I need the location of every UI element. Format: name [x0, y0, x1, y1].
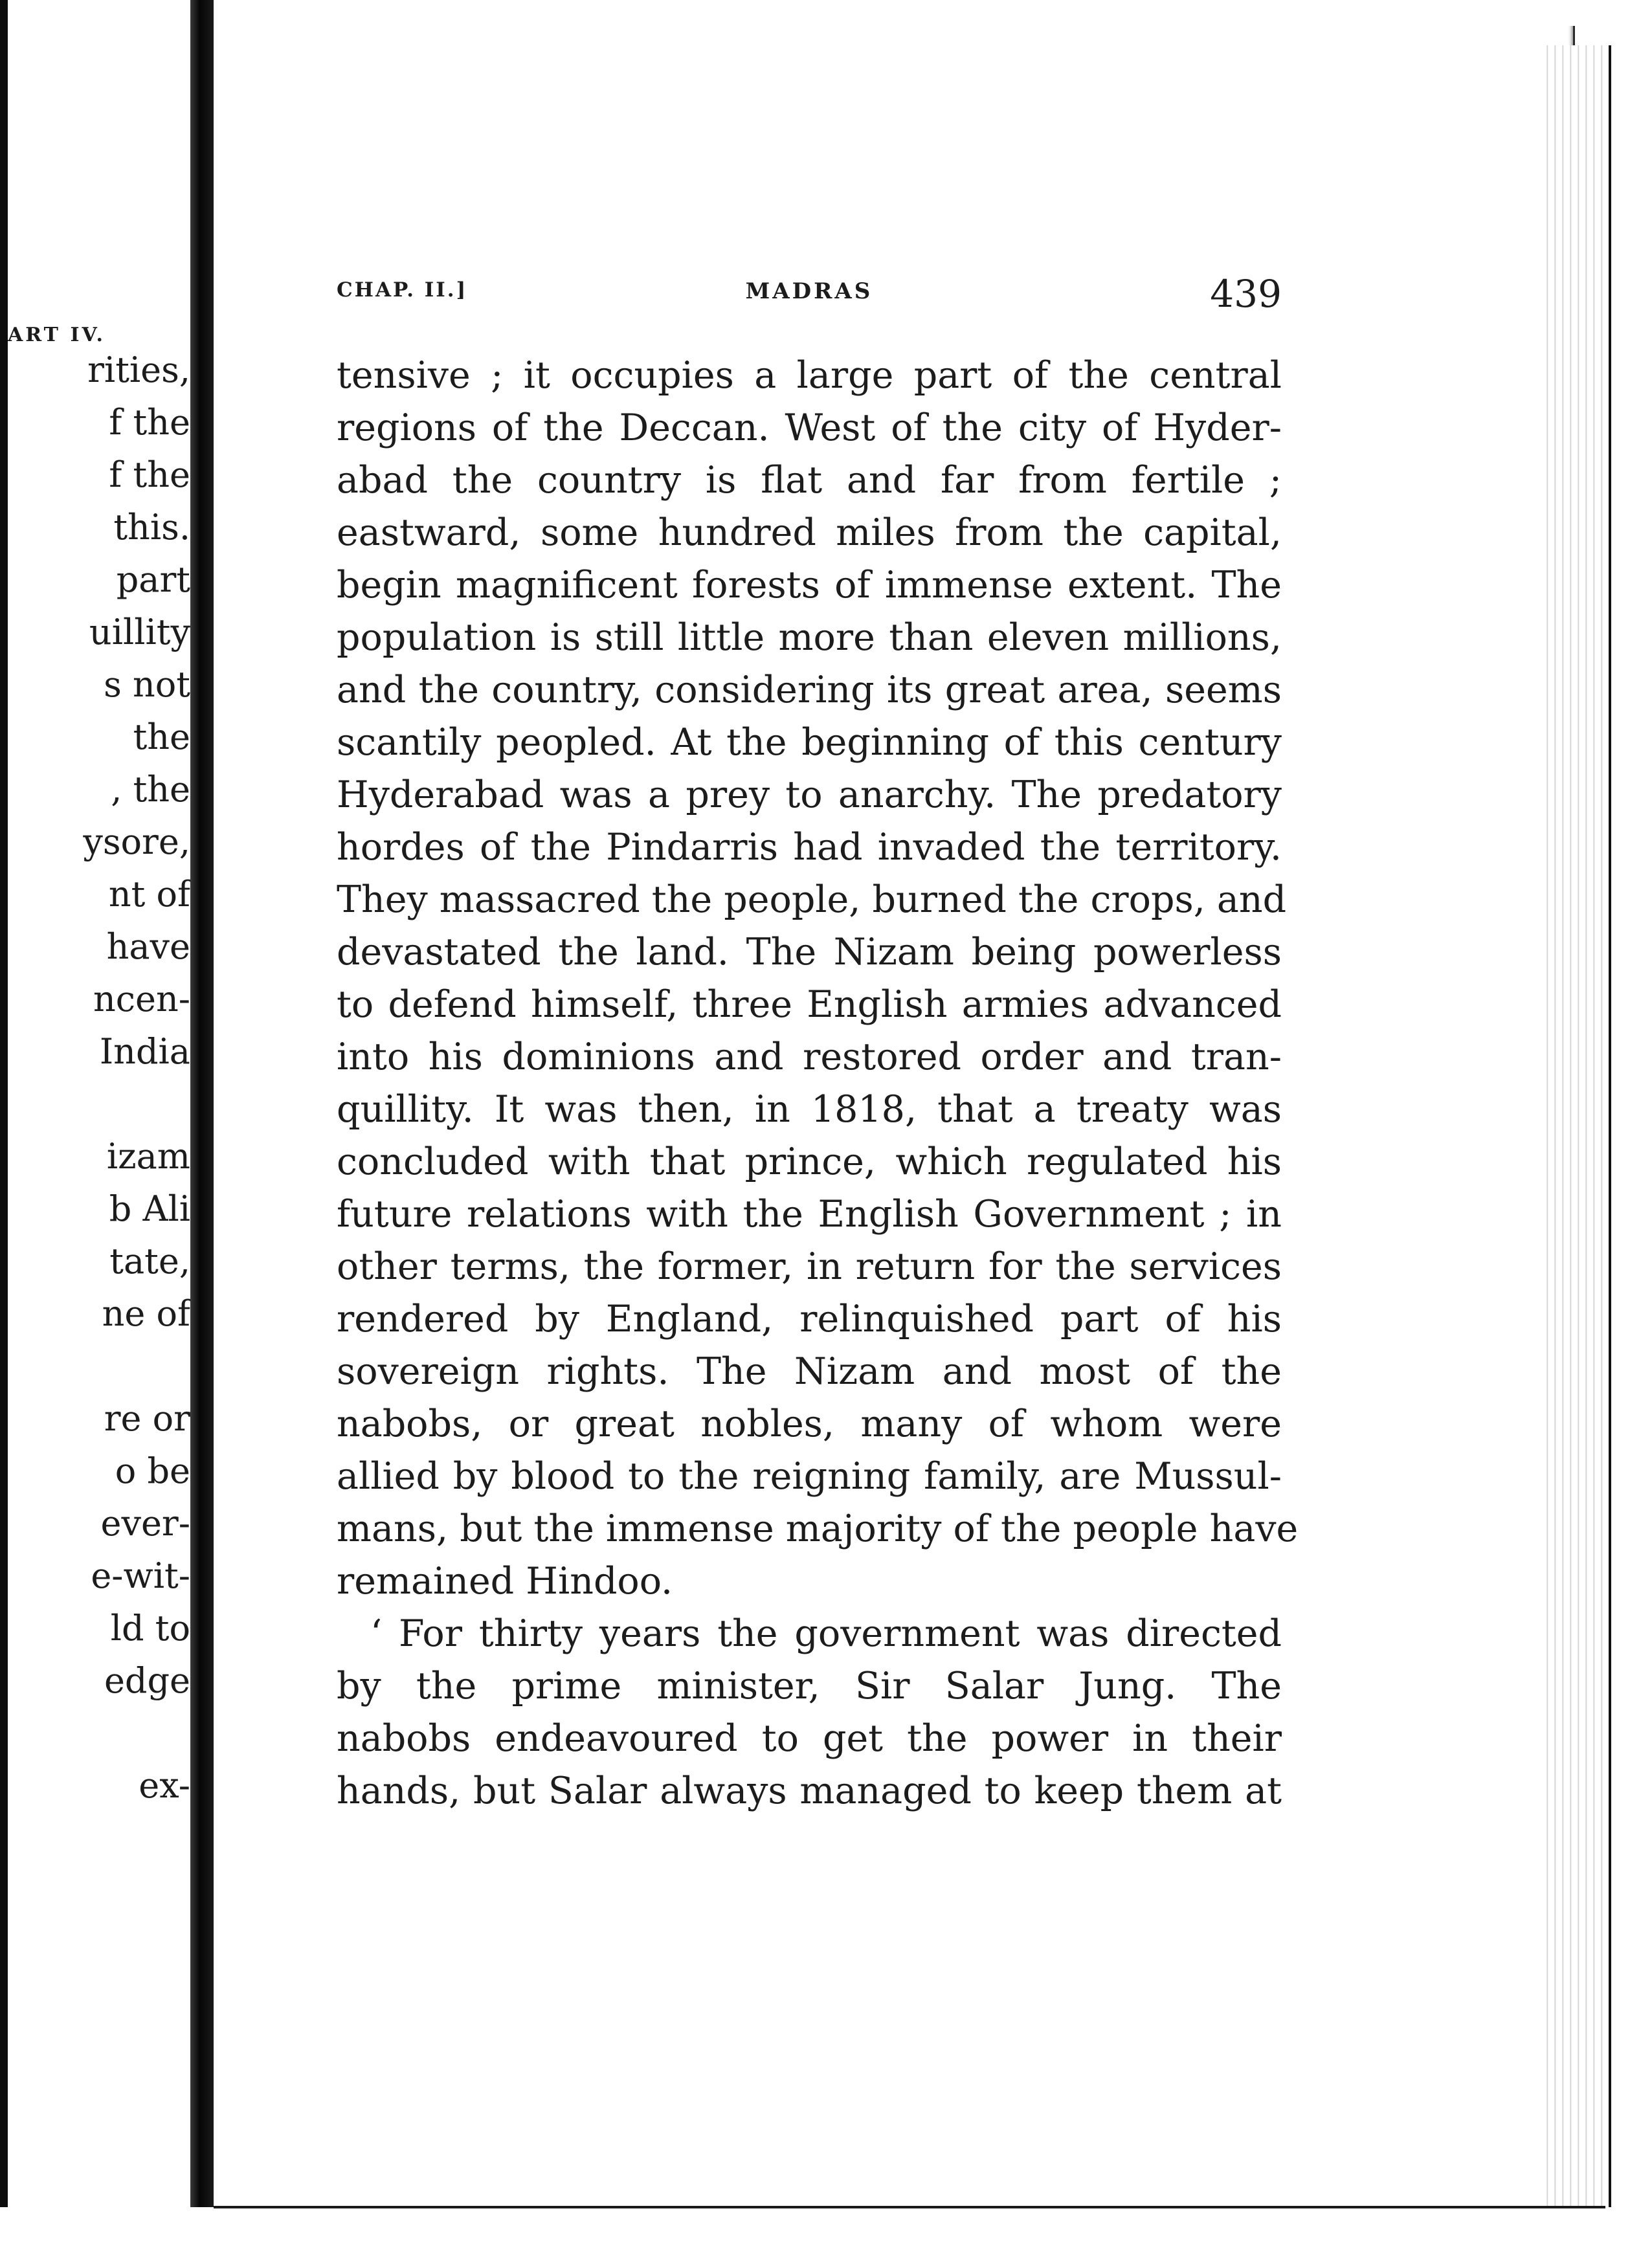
text-line: Hyderabad was a prey to anarchy. The predatory	[337, 773, 1282, 816]
left-page-text-fragment: nt of	[108, 874, 190, 915]
text-line: nabobs endeavoured to get the power in their	[337, 1717, 1282, 1760]
text-line: and the country, considering its great area, seems	[337, 669, 1282, 711]
left-page-text-fragment: the	[133, 717, 190, 757]
running-head	[337, 272, 1282, 317]
text-line: population is still little more than eleven millions,	[337, 616, 1282, 659]
left-page-text-fragment: ld to	[110, 1608, 190, 1649]
left-page-text-fragment: re or	[104, 1398, 190, 1439]
page-number: 439	[1210, 272, 1282, 316]
text-line: rendered by England, relinquished part of his	[337, 1298, 1282, 1340]
left-page-text-fragment: s not	[104, 664, 190, 705]
left-page-text-fragment: uillity	[89, 612, 190, 652]
page-edges-stack	[1541, 45, 1611, 2207]
paragraph-start-line: ‘ For thirty years the government was directed	[370, 1612, 1282, 1655]
left-page-text-fragment: part	[116, 559, 190, 600]
text-line: mans, but the immense majority of the people have	[337, 1507, 1299, 1550]
text-line: concluded with that prince, which regulated his	[337, 1140, 1282, 1183]
left-page-text-fragment: e-wit-	[91, 1555, 190, 1596]
left-page-text-fragment: ysore,	[83, 821, 190, 862]
left-page-text-fragment: f the	[109, 454, 190, 495]
text-line: sovereign rights. The Nizam and most of the	[337, 1350, 1282, 1393]
text-line: hordes of the Pindarris had invaded the territory.	[337, 826, 1282, 869]
section-title: MADRAS	[745, 278, 873, 304]
text-line: abad the country is flat and far from fertile ;	[337, 459, 1282, 502]
left-page-text-fragment: ne of	[102, 1293, 190, 1334]
text-line: future relations with the English Government ; in	[337, 1193, 1282, 1236]
book-gutter	[190, 0, 214, 2268]
text-line: into his dominions and restored order and tran-	[337, 1036, 1282, 1078]
text-line: scantily peopled. At the beginning of this century	[337, 721, 1282, 764]
text-line: tensive ; it occupies a large part of the central	[337, 354, 1282, 397]
facing-page-left	[8, 39, 192, 2197]
text-line: by the prime minister, Sir Salar Jung. The	[337, 1665, 1282, 1707]
chapter-label: CHAP. II.]	[337, 278, 468, 302]
paragraph-end-line: remained Hindoo.	[337, 1560, 673, 1603]
text-line: to defend himself, three English armies advanced	[337, 983, 1282, 1026]
body-text	[337, 350, 1299, 1818]
left-page-text-fragment: , the	[111, 769, 190, 810]
left-page-text-fragment: ncen-	[93, 979, 190, 1019]
text-line: nabobs, or great nobles, many of whom were	[337, 1403, 1282, 1445]
left-page-text-fragment: ever-	[100, 1503, 190, 1544]
text-line: begin magnificent forests of immense extent. The	[337, 564, 1282, 606]
left-page-text-fragment: o be	[115, 1451, 190, 1491]
text-line: quillity. It was then, in 1818, that a treaty was	[337, 1088, 1282, 1131]
left-page-text-fragment: India	[99, 1031, 190, 1072]
left-page-text-fragment: ex-	[139, 1765, 190, 1806]
text-line: They massacred the people, burned the crops, and	[337, 878, 1287, 921]
left-page-text-fragment: izam	[106, 1136, 190, 1177]
left-page-text-fragment: this.	[113, 507, 190, 548]
text-line: hands, but Salar always managed to keep them at	[337, 1770, 1282, 1812]
text-line: eastward, some hundred miles from the capital,	[337, 511, 1282, 554]
left-page-text-fragment: tate,	[109, 1241, 190, 1282]
left-page-text-fragment: have	[106, 926, 190, 967]
left-page-text-fragment: rities,	[87, 350, 190, 390]
text-line: other terms, the former, in return for the services	[337, 1245, 1282, 1288]
text-line: regions of the Deccan. West of the city of Hyder-	[337, 406, 1282, 449]
text-line: allied by blood to the reigning family, are Mussul-	[337, 1455, 1282, 1498]
left-page-text-fragment: f the	[109, 402, 190, 443]
text-line: devastated the land. The Nizam being powerless	[337, 931, 1282, 973]
left-page-text-fragment: edge	[104, 1660, 190, 1701]
scan-bottom-margin	[0, 2207, 1652, 2268]
scan-frame-edge	[0, 0, 8, 2268]
page-bottom-edge	[214, 2206, 1605, 2208]
left-page-text-fragment: b Ali	[109, 1188, 190, 1229]
left-page-running-head: ART IV.	[8, 324, 106, 346]
